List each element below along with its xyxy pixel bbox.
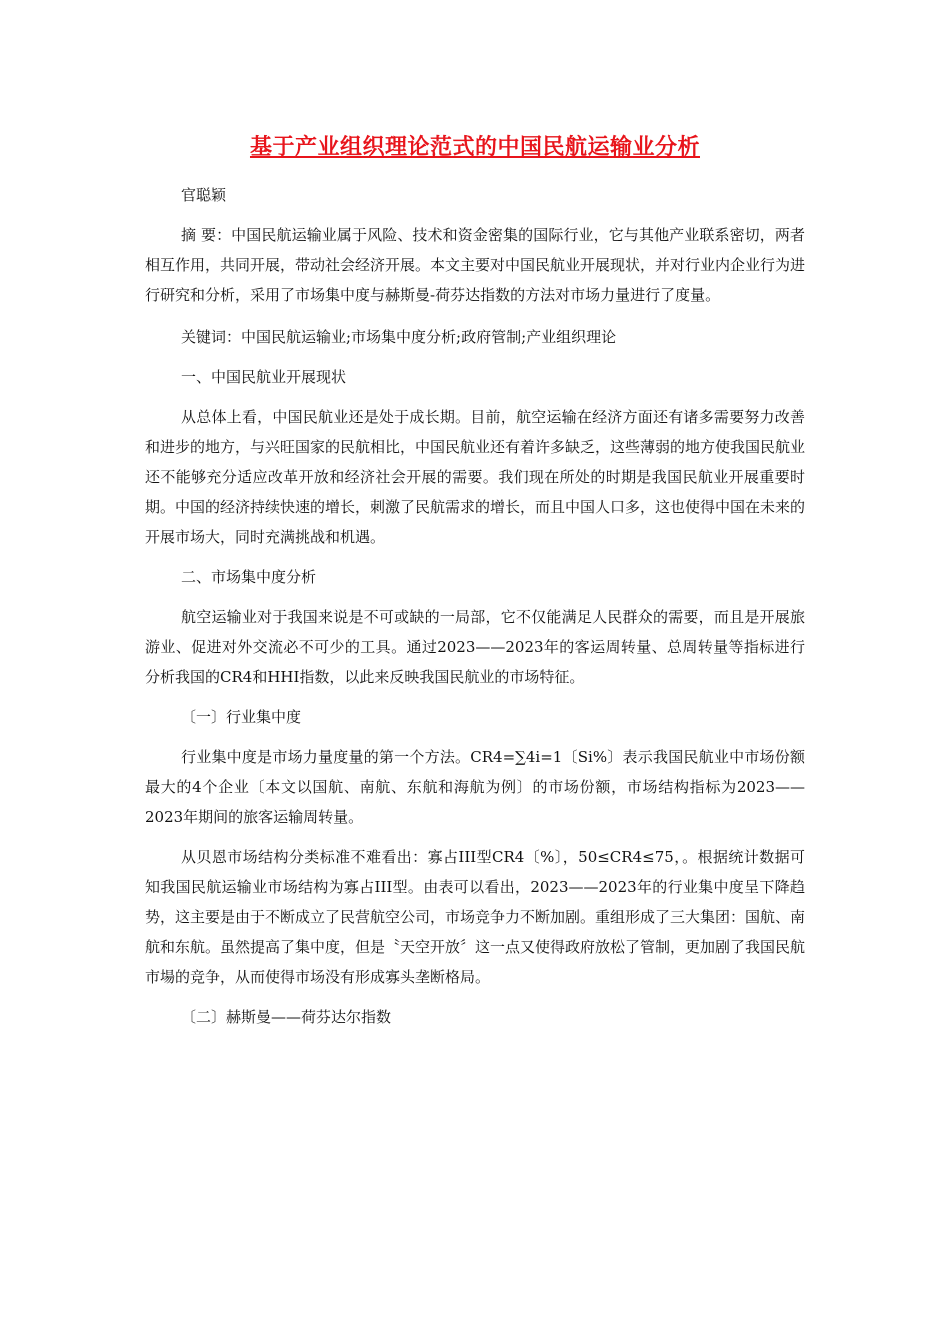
section-heading-2: 二、市场集中度分析: [181, 568, 317, 586]
document-page: [145, 130, 805, 1032]
section-1-paragraph: 从总体上看，中国民航业还是处于成长期。目前，航空运输在经济方面还有诸多需要努力改善和进步的地方，与兴旺国家的民航相比，中国民航业还有着许多缺乏，这些薄弱的地方使我国民航业还不能够充分适应改革开放和经济社会开展的需要。我们现在所处的时期是我国民航业开展重要时期。中国的经济持续快速的增长，刺激了民航需求的增长，而且中国人口多，这也使得中国在未来的开展市场大，同时充满挑战和机遇。: [145, 408, 806, 546]
subsection-heading-1: 〔一〕行业集中度: [181, 708, 302, 726]
subsection-heading-2: 〔二〕赫斯曼——荷芬达尔指数: [181, 1008, 392, 1026]
author-name: 官聪颖: [181, 186, 227, 204]
subsection-1-paragraph-2: 从贝恩市场结构分类标准不难看出：寡占III型CR4〔%〕，50≤CR4≤75，。根据统计数据可知我国民航运输业市场结构为寡占III型。由表可以看出，2023——2023年的行业集中度呈下降趋势，这主要是由于不断成立了民营航空公司，市场竞争力不断加剧。重组形成了三大集团：国航、南航和东航。虽然提高了集中度，但是〝天空开放〞这一点又使得政府放松了管制，更加剧了我国民航市場的竞争，从而使得市场没有形成寡头垄断格局。: [145, 848, 806, 986]
keywords-line: 关键词：中国民航运输业;市场集中度分析;政府管制;产业组织理论: [181, 328, 617, 346]
abstract-paragraph: 摘 要：中国民航运输业属于风险、技术和资金密集的国际行业，它与其他产业联系密切，两者相互作用，共同开展，带动社会经济开展。本文主要对中国民航业开展现状，并对行业内企业行为进行研究和分析，采用了市场集中度与赫斯曼-荷芬达指数的方法对市场力量进行了度量。: [145, 226, 806, 304]
section-heading-1: 一、中国民航业开展现状: [181, 368, 347, 386]
subsection-1-paragraph-1: 行业集中度是市场力量度量的第一个方法。CR4=∑4i=1〔Si%〕表示我国民航业中市场份额最大的4个企业〔本文以国航、南航、东航和海航为例〕的市场份额，市场结构指标为2023——2023年期间的旅客运输周转量。: [145, 748, 805, 826]
document-title[interactable]: 基于产业组织理论范式的中国民航运输业分析: [249, 135, 700, 160]
section-2-paragraph: 航空运输业对于我国来说是不可或缺的一局部，它不仅能满足人民群众的需要，而且是开展旅游业、促进对外交流必不可少的工具。通过2023——2023年的客运周转量、总周转量等指标进行分析我国的CR4和HHI指数，以此来反映我国民航业的市场特征。: [145, 608, 805, 686]
